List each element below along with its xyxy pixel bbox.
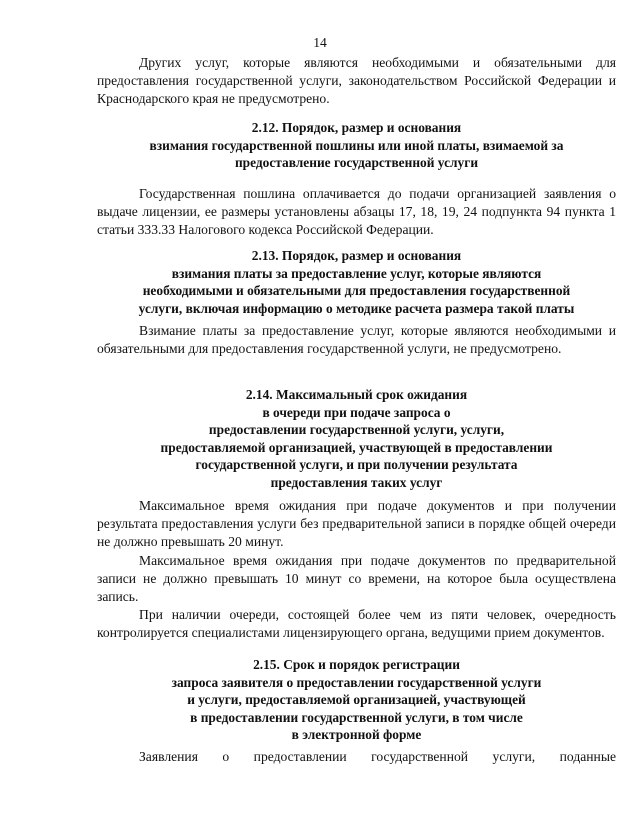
heading-line: предоставляемой организацией, участвующей в предоставлении bbox=[160, 439, 553, 455]
heading-line: необходимыми и обязательными для предоставления государственной bbox=[142, 283, 571, 299]
heading-line: взимания платы за предоставление услуг, которые являются bbox=[171, 265, 542, 281]
heading-line: 2.13. Порядок, размер и основания bbox=[251, 248, 462, 263]
heading-line: в предоставлении государственной услуги, в том числе bbox=[190, 709, 523, 725]
heading-line: запроса заявителя о предоставлении государственной услуги bbox=[171, 674, 542, 690]
section-2-14-body bbox=[97, 497, 616, 643]
heading-line: государственной услуги, и при получении результата bbox=[195, 457, 518, 473]
section-2-14-paragraph-1: Максимальное время ожидания при подаче документов и при получении результата предоставления услуги без предварительной записи в порядке общей очереди не должно превышать 20 минут. bbox=[97, 498, 616, 550]
section-2-13-body bbox=[97, 322, 616, 358]
heading-line: услуги, включая информацию о методике расчета размера такой платы bbox=[138, 300, 575, 316]
heading-line: и услуги, предоставляемой организацией, участвующей bbox=[187, 692, 526, 708]
heading-line: в электронной форме bbox=[291, 727, 422, 743]
page-number: 14 bbox=[313, 35, 327, 50]
heading-line: предоставления таких услуг bbox=[270, 474, 443, 490]
heading-line: 2.15. Срок и порядок регистрации bbox=[253, 657, 460, 672]
heading-line: 2.12. Порядок, размер и основания bbox=[251, 120, 462, 135]
heading-line: взимания государственной пошлины или иной платы, взимаемой за bbox=[149, 137, 564, 153]
section-2-15-body bbox=[97, 748, 616, 766]
intro-block bbox=[97, 54, 616, 109]
section-2-14-heading bbox=[97, 386, 616, 492]
heading-line: 2.14. Максимальный срок ожидания bbox=[245, 387, 468, 402]
heading-line: предоставление государственной услуги bbox=[234, 155, 479, 171]
section-2-12-body bbox=[97, 185, 616, 240]
heading-line: предоставлении государственной услуги, услуги, bbox=[208, 422, 505, 438]
section-2-14-paragraph-3: При наличии очереди, состоящей более чем из пяти человек, очередность контролируется специалистами лицензирующего органа, ведущими прием документов. bbox=[97, 607, 616, 641]
section-2-12-paragraph: Государственная пошлина оплачивается до подачи организацией заявления о выдаче лицензии, ее размеры установлены абзацы 17, 18, 19, 24 подпункта 94 пункта 1 статьи 333.33 Налогового кодекса Российской Федерации. bbox=[97, 186, 616, 238]
intro-paragraph: Других услуг, которые являются необходимыми и обязательными для предоставления государственной услуги, законодательством Российской Федерации и Краснодарского края не предусмотрено. bbox=[97, 55, 616, 107]
section-2-13-heading bbox=[97, 247, 616, 317]
heading-line: в очереди при подаче запроса о bbox=[262, 404, 451, 420]
section-2-14-paragraph-2: Максимальное время ожидания при подаче документов по предварительной записи не должно превышать 10 минут со времени, на которое была осуществлена запись. bbox=[97, 552, 616, 605]
section-2-13-paragraph: Взимание платы за предоставление услуг, которые являются необходимыми и обязательными для предоставления государственной услуги, не предусмотрено. bbox=[97, 323, 616, 357]
section-2-15-heading bbox=[97, 656, 616, 744]
section-2-12-heading bbox=[97, 119, 616, 172]
section-2-15-paragraph-start: Заявления о предоставлении государственной услуги, поданные bbox=[139, 749, 616, 764]
